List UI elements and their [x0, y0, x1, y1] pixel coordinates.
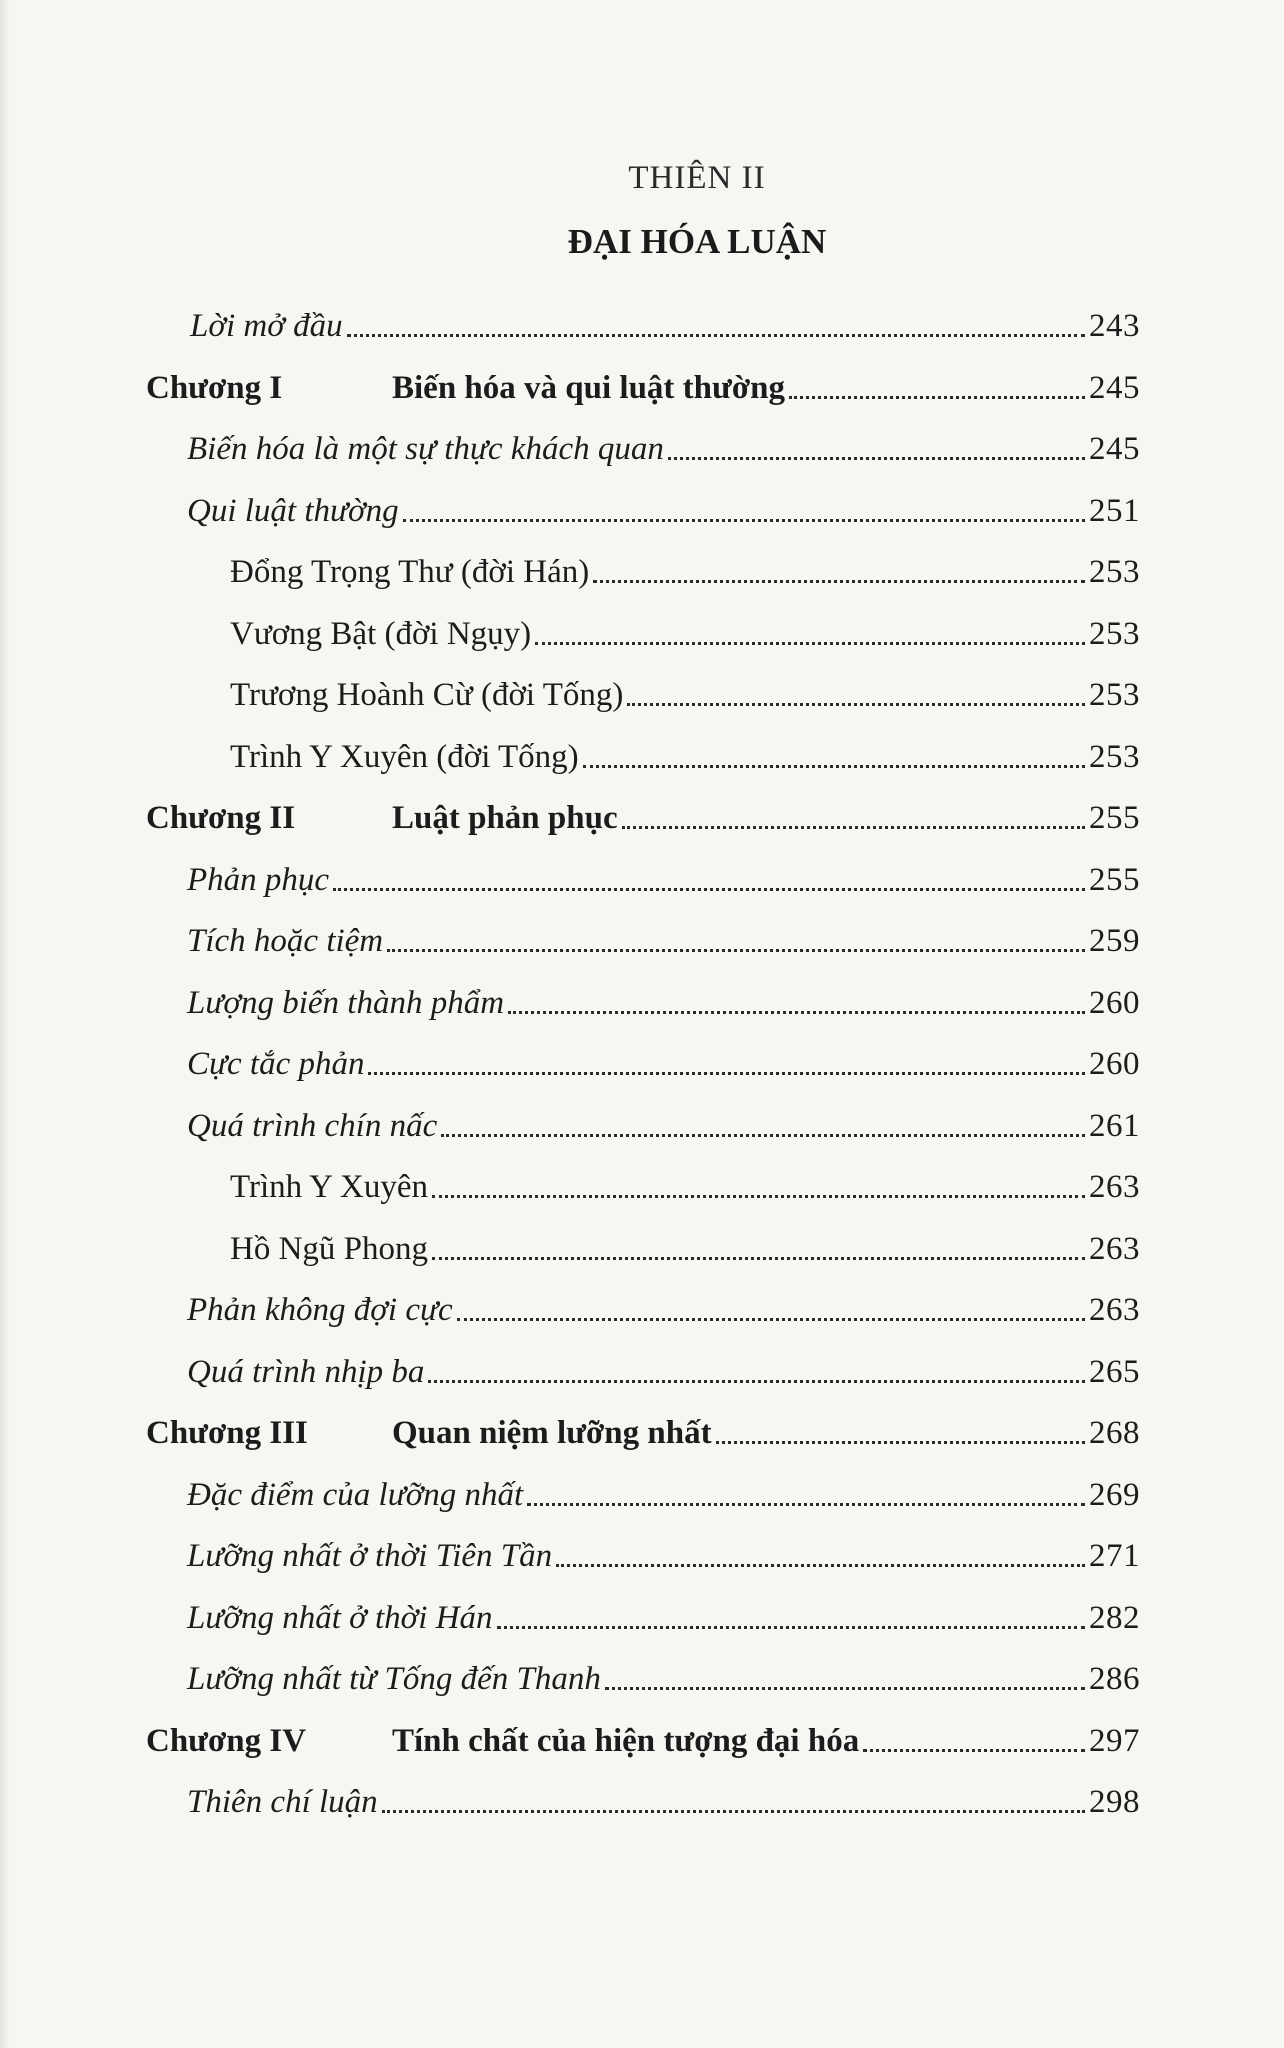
entry-title: Qui luật thường — [187, 492, 399, 529]
toc-entry-item — [187, 1643, 1140, 1699]
dot-leader — [593, 580, 1085, 583]
entry-title: Biến hóa là một sự thực khách quan — [187, 431, 664, 467]
dot-leader — [668, 457, 1085, 460]
page-number: 268 — [1089, 1415, 1140, 1451]
toc-entry-chapter — [146, 1705, 1140, 1761]
page-number: 261 — [1089, 1107, 1140, 1144]
dot-leader — [556, 1564, 1085, 1567]
chapter-number: Chương I — [146, 369, 283, 406]
entry-title: Tích hoặc tiệm — [187, 923, 384, 959]
page-number: 245 — [1089, 369, 1140, 406]
toc-entry-item — [187, 1582, 1140, 1638]
page-number: 263 — [1089, 1292, 1140, 1328]
dot-leader — [333, 888, 1085, 891]
page-number: 253 — [1089, 615, 1140, 652]
dot-leader — [535, 642, 1085, 645]
entry-title: Lượng biến thành phẩm — [187, 984, 505, 1021]
entry-title: Lưỡng nhất ở thời Tiên Tần — [187, 1538, 553, 1574]
entry-title: Biến hóa và qui luật thường — [392, 369, 785, 406]
page-number: 297 — [1089, 1722, 1140, 1759]
toc-entry-item — [187, 1274, 1140, 1330]
dot-leader — [583, 765, 1085, 768]
toc-entry-sub — [230, 721, 1140, 777]
entry-title: Đặc điểm của lưỡng nhất — [187, 1476, 524, 1513]
toc-entry-chapter — [146, 1397, 1140, 1453]
entry-title: Lưỡng nhất ở thời Hán — [187, 1599, 493, 1636]
dot-leader — [387, 949, 1085, 952]
dot-leader — [347, 334, 1085, 337]
toc-entry-chapter — [146, 782, 1140, 838]
dot-leader — [368, 1072, 1085, 1075]
entry-title: Trình Y Xuyên — [230, 1169, 429, 1205]
entry-title: Quá trình chín nấc — [187, 1107, 438, 1144]
entry-title: Phản không đợi cực — [187, 1292, 453, 1328]
page-number: 263 — [1089, 1169, 1140, 1205]
dot-leader — [432, 1195, 1085, 1198]
toc-entry-item — [187, 1520, 1140, 1576]
chapter-number: Chương II — [146, 800, 296, 836]
toc-entry-item — [187, 844, 1140, 900]
entry-title: Phản phục — [187, 861, 330, 898]
section-title: ĐẠI HÓA LUẬN — [567, 222, 827, 261]
dot-leader — [441, 1134, 1085, 1137]
entry-title: Hồ Ngũ Phong — [230, 1230, 429, 1267]
toc-entry-sub — [230, 659, 1140, 715]
entry-title: Đổng Trọng Thư (đời Hán) — [230, 554, 590, 590]
part-title: THIÊN II — [628, 160, 766, 196]
chapter-number: Chương IV — [146, 1722, 307, 1759]
entry-title: Thiên chí luận — [187, 1784, 378, 1820]
toc-entry-sub — [230, 1213, 1140, 1269]
toc-entry-item — [187, 413, 1140, 469]
dot-leader — [497, 1626, 1085, 1629]
page-number: 253 — [1089, 677, 1140, 713]
entry-title: Luật phản phục — [392, 800, 618, 836]
dot-leader — [627, 703, 1085, 706]
page-number: 253 — [1089, 554, 1140, 590]
page-number: 260 — [1089, 984, 1140, 1021]
page-number: 251 — [1089, 492, 1140, 529]
dot-leader — [716, 1441, 1085, 1444]
toc-entry-item — [187, 475, 1140, 531]
toc-entry-sub — [230, 598, 1140, 654]
page-number: 298 — [1089, 1784, 1140, 1820]
toc-entry-item — [187, 967, 1140, 1023]
dot-leader — [605, 1687, 1085, 1690]
toc-entry-sub — [230, 536, 1140, 592]
page-number: 253 — [1089, 738, 1140, 775]
toc-entry-item — [187, 1766, 1140, 1822]
page-edge — [0, 0, 10, 2048]
entry-title: Tính chất của hiện tượng đại hóa — [392, 1722, 860, 1759]
entry-title: Trương Hoành Cừ (đời Tống) — [230, 677, 624, 713]
page-number: 269 — [1089, 1476, 1140, 1513]
dot-leader — [403, 519, 1085, 522]
page-number: 259 — [1089, 923, 1140, 959]
dot-leader — [789, 396, 1085, 399]
page-number: 243 — [1089, 308, 1140, 344]
toc-entry-item — [187, 1028, 1140, 1084]
dot-leader — [622, 826, 1085, 829]
entry-title: Lời mở đầu — [190, 308, 343, 344]
toc-entry-intro — [190, 290, 1140, 346]
page-number: 271 — [1089, 1538, 1140, 1574]
entry-title: Vương Bật (đời Ngụy) — [230, 615, 532, 652]
toc-entry-item — [187, 1459, 1140, 1515]
page-number: 263 — [1089, 1230, 1140, 1267]
dot-leader — [863, 1749, 1085, 1752]
dot-leader — [457, 1318, 1085, 1321]
entry-title: Quan niệm lưỡng nhất — [392, 1415, 712, 1451]
dot-leader — [428, 1380, 1085, 1383]
page-number: 282 — [1089, 1599, 1140, 1636]
page-number: 260 — [1089, 1046, 1140, 1082]
toc-entry-item — [187, 1090, 1140, 1146]
entry-title: Cực tắc phản — [187, 1046, 365, 1082]
toc-entry-chapter — [146, 352, 1140, 408]
dot-leader — [508, 1011, 1085, 1014]
entry-title: Quá trình nhịp ba — [187, 1353, 425, 1390]
page-number: 286 — [1089, 1661, 1140, 1697]
dot-leader — [527, 1503, 1085, 1506]
entry-title: Trình Y Xuyên (đời Tống) — [230, 738, 579, 775]
page-number: 255 — [1089, 861, 1140, 898]
page-number: 245 — [1089, 431, 1140, 467]
dot-leader — [432, 1257, 1085, 1260]
chapter-number: Chương III — [146, 1415, 308, 1451]
toc-entry-item — [187, 905, 1140, 961]
entry-title: Lưỡng nhất từ Tống đến Thanh — [187, 1661, 601, 1697]
page-number: 265 — [1089, 1353, 1140, 1390]
dot-leader — [382, 1810, 1085, 1813]
toc-entry-item — [187, 1336, 1140, 1392]
page-number: 255 — [1089, 800, 1140, 836]
toc-entry-sub — [230, 1151, 1140, 1207]
